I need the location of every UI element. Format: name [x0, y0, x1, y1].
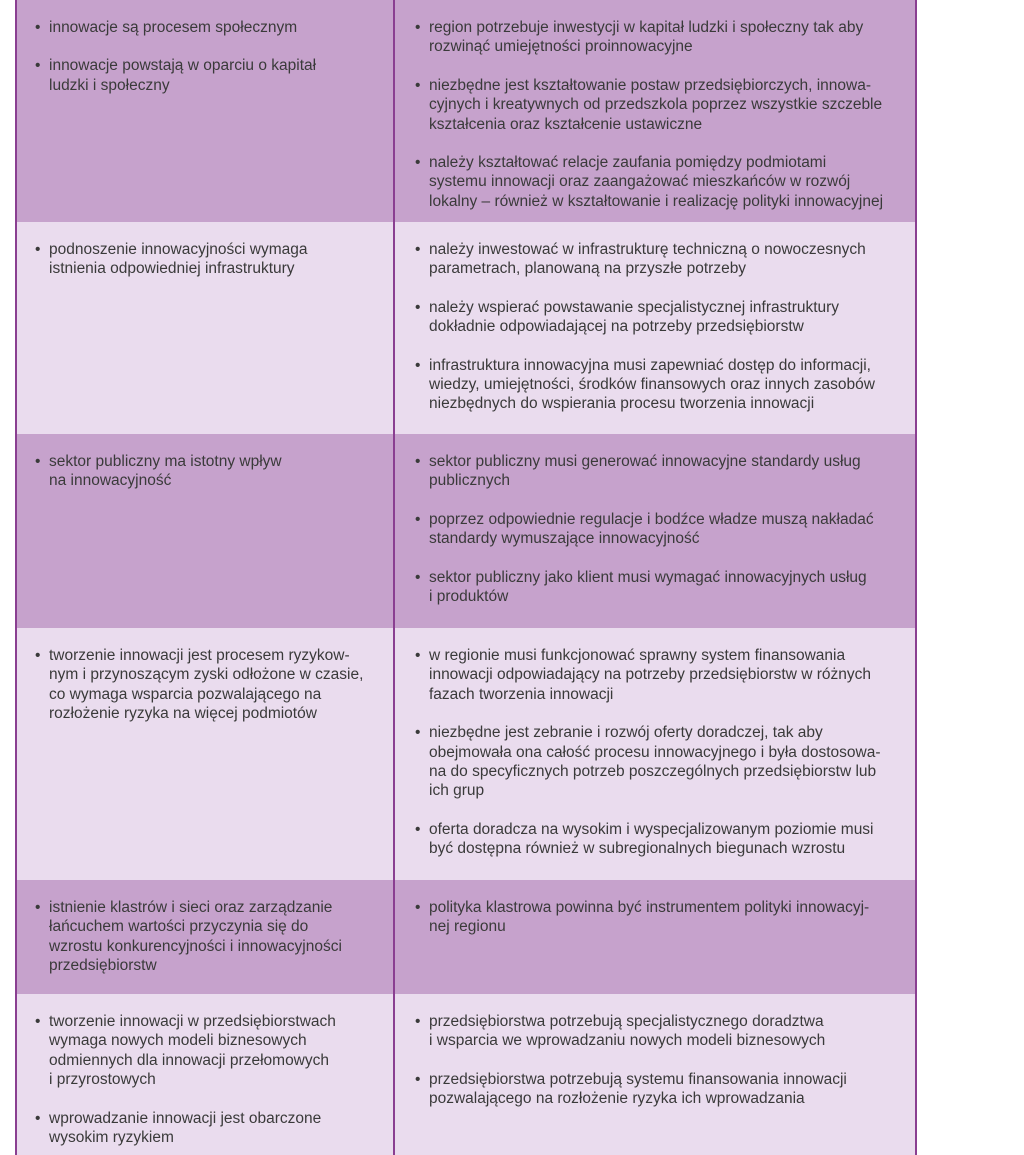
needs-column-cell	[17, 994, 393, 1155]
actions-column-cell	[395, 434, 915, 628]
bullet-icon: •	[35, 899, 41, 916]
bullet-icon: •	[415, 724, 421, 742]
item-text: sektor publiczny jako klient musi wymagać innowacyjnych usług i produktów	[429, 568, 867, 606]
list-item	[411, 898, 905, 937]
bullet-icon: •	[35, 57, 41, 75]
list-item	[411, 298, 905, 337]
needs-column-cell	[17, 628, 393, 880]
list-item	[411, 1070, 905, 1109]
item-text: infrastruktura innowacyjna musi zapewniać dostęp do informacji, wiedzy, umiejętności, środków finansowych oraz innych zasobów niezbędnych do wspierania procesu tworzenia innowacji	[429, 356, 875, 413]
list-item	[411, 452, 905, 491]
list-item	[31, 452, 393, 491]
bullet-icon: •	[415, 76, 421, 94]
bullet-icon: •	[35, 1013, 41, 1030]
table-row	[17, 434, 915, 628]
table-row	[17, 0, 915, 222]
bullet-icon: •	[415, 154, 421, 172]
item-text: podnoszenie innowacyjności wymaga istnienia odpowiedniej infrastruktury	[49, 241, 308, 278]
bullet-icon: •	[35, 1109, 41, 1127]
bullet-icon: •	[415, 356, 421, 374]
item-text: przedsiębiorstwa potrzebują specjalistycznego doradztwa i wsparcia we wprowadzaniu nowych modeli biznesowych	[429, 1013, 826, 1050]
list-item	[411, 153, 905, 211]
list-item	[31, 240, 393, 279]
item-text: innowacje są procesem społecznym	[49, 19, 298, 36]
list-item	[31, 1012, 393, 1090]
item-text: należy kształtować relacje zaufania pomiędzy podmiotami systemu innowacji oraz zaangażować mieszkańców w rozwój lokalny – również w kształtowanie i realizację polityki innowacyjnej	[429, 154, 884, 210]
actions-column-cell	[395, 0, 915, 222]
needs-column-cell	[17, 0, 393, 222]
item-text: polityka klastrowa powinna być instrumentem polityki innowacyj- nej regionu	[429, 899, 870, 936]
bullet-icon: •	[415, 568, 421, 586]
list-item	[411, 356, 905, 414]
list-item	[411, 240, 905, 279]
needs-column-cell	[17, 880, 393, 994]
table-row	[17, 628, 915, 880]
item-text: niezbędne jest zebranie i rozwój oferty doradczej, tak aby obejmowała ona całość procesu innowacyjnego i była dostosowa- na do specyficznych potrzeb poszczególnych przedsiębiorstw lub ich grup	[429, 724, 881, 800]
item-text: przedsiębiorstwa potrzebują systemu finansowania innowacji pozwalającego na rozłożenie ryzyka ich wprowadzania	[429, 1070, 847, 1108]
item-text: poprzez odpowiednie regulacje i bodźce władze muszą nakładać standardy wymuszające innowacyjność	[429, 510, 874, 548]
bullet-icon: •	[415, 19, 421, 36]
item-text: tworzenie innowacji jest procesem ryzykow- nym i przynoszącym zyski odłożone w czasie, co wymaga wsparcia pozwalającego na rozłożenie ryzyka na więcej podmiotów	[49, 647, 364, 723]
bullet-icon: •	[415, 1070, 421, 1088]
item-text: sektor publiczny musi generować innowacyjne standardy usług publicznych	[429, 453, 861, 490]
list-item	[411, 18, 905, 57]
bullet-icon: •	[415, 241, 421, 258]
list-item	[31, 56, 393, 95]
list-item	[411, 820, 905, 859]
needs-column-cell	[17, 434, 393, 628]
list-item	[411, 568, 905, 607]
list-item	[31, 898, 393, 976]
list-item	[31, 1109, 393, 1148]
bullet-icon: •	[415, 820, 421, 838]
table-row	[17, 880, 915, 994]
actions-column-cell	[395, 222, 915, 434]
list-item	[411, 510, 905, 549]
bullet-icon: •	[35, 19, 41, 36]
item-text: wprowadzanie innowacji jest obarczone wysokim ryzykiem	[49, 1109, 322, 1147]
bullet-icon: •	[35, 453, 41, 470]
table-row	[17, 222, 915, 434]
actions-column-cell	[395, 880, 915, 994]
list-item	[411, 1012, 905, 1051]
bullet-icon: •	[415, 453, 421, 470]
item-text: tworzenie innowacji w przedsiębiorstwach wymaga nowych modeli biznesowych odmiennych dla innowacji przełomowych i przyrostowych	[49, 1013, 336, 1089]
bullet-icon: •	[415, 899, 421, 916]
item-text: należy inwestować w infrastrukturę techniczną o nowoczesnych parametrach, planowaną na przyszłe potrzeby	[429, 241, 866, 278]
item-text: sektor publiczny ma istotny wpływ na innowacyjność	[49, 453, 282, 490]
item-text: w regionie musi funkcjonować sprawny system finansowania innowacji odpowiadający na potrzeby przedsiębiorstw w różnych fazach tworzenia innowacji	[429, 647, 871, 703]
list-item	[411, 76, 905, 134]
needs-column-cell	[17, 222, 393, 434]
bullet-icon: •	[35, 647, 41, 664]
item-text: region potrzebuje inwestycji w kapitał ludzki i społeczny tak aby rozwinąć umiejętności proinnowacyjne	[429, 19, 864, 56]
list-item	[31, 646, 393, 724]
item-text: oferta doradcza na wysokim i wyspecjalizowanym poziomie musi być dostępna również w subregionalnych biegunach wzrostu	[429, 820, 874, 858]
list-item	[411, 723, 905, 801]
item-text: niezbędne jest kształtowanie postaw przedsiębiorczych, innowa- cyjnych i kreatywnych od przedszkola poprzez wszystkie szczeble kształcenia oraz kształcenie ustawiczne	[429, 76, 883, 133]
item-text: istnienie klastrów i sieci oraz zarządzanie łańcuchem wartości przyczynia się do wzrostu konkurencyjności i innowacyjności przedsiębiorstw	[49, 899, 342, 975]
bullet-icon: •	[415, 1013, 421, 1030]
bullet-icon: •	[415, 298, 421, 316]
list-item	[31, 18, 393, 37]
bullet-icon: •	[35, 241, 41, 258]
innovation-table	[15, 0, 917, 1155]
item-text: innowacje powstają w oparciu o kapitał ludzki i społeczny	[49, 57, 317, 94]
bullet-icon: •	[415, 647, 421, 664]
bullet-icon: •	[415, 510, 421, 528]
table-row	[17, 994, 915, 1155]
list-item	[411, 646, 905, 704]
actions-column-cell	[395, 628, 915, 880]
item-text: należy wspierać powstawanie specjalistycznej infrastruktury dokładnie odpowiadającej na potrzeby przedsiębiorstw	[429, 298, 840, 336]
actions-column-cell	[395, 994, 915, 1155]
